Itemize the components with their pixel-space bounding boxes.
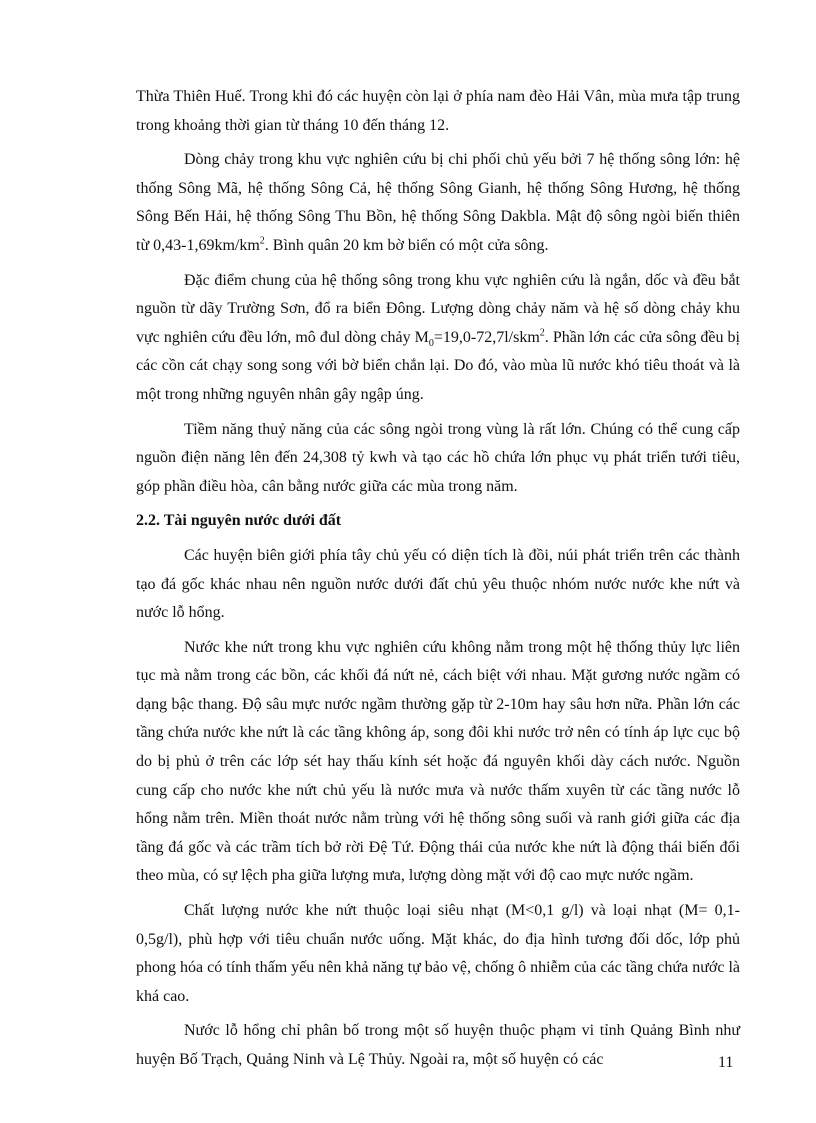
page-number: 11 [718, 1054, 734, 1071]
section-paragraph-2: Nước khe nứt trong khu vực nghiên cứu không nằm trong một hệ thống thủy lực liên tục mà nằm trong các bồn, các khối đá nứt nẻ, cách biệt với nhau. Mặt gương nước ngầm có dạng bậc thang. Độ sâu mực nước ngầm thường gặp từ 2-10m hay sâu hơn nữa. Phần lớn các tầng chứa nước khe nứt là các tầng không áp, song đôi khi nước trở nên có tính áp lực cục bộ do bị phủ ở trên các lớp sét hay thấu kính sét hoặc đá nguyên khối dày cách nước. Nguồn cung cấp cho nước khe nứt chủ yếu là nước mưa và nước thấm xuyên từ các tầng nước lỗ hổng nằm trên. Miền thoát nước nằm trùng với hệ thống sông suối và ranh giới giữa các địa tầng đá gốc và các trầm tích bở rời Đệ Tứ. Động thái của nước khe nứt là động thái biến đổi theo mùa, có sự lệch pha giữa lượng mưa, lượng dòng mặt với độ cao mực nước ngầm. [136, 638, 740, 885]
section-paragraph-4: Nước lỗ hổng chỉ phân bố trong một số huyện thuộc phạm vi tỉnh Quảng Bình như huyện Bố Trạch, Quảng Ninh và Lệ Thủy. Ngoài ra, một số huyện có các [136, 1022, 740, 1068]
paragraph-3-tail: . Phần lớn các cửa sông đều bị các cồn cát chạy song song với bờ biển chắn lại. Do đó, vào mùa lũ nước khó tiêu thoát và là một trong những nguyên nhân gây ngập úng. [136, 328, 741, 403]
paragraph-3-mid: =19,0-72,7l/skm [433, 328, 540, 346]
section-heading: 2.2. Tài nguyên nước dưới đất [136, 512, 342, 530]
section-paragraph-3: Chất lượng nước khe nứt thuộc loại siêu nhạt (M<0,1 g/l) và loại nhạt (M= 0,1- 0,5g/l), phù hợp với tiêu chuẩn nước uống. Mặt khác, do địa hình tương đối dốc, lớp phủ phong hóa có tính thấm yếu nên khả năng tự bảo vệ, chống ô nhiễm của các tầng chứa nước là khá cao. [136, 902, 740, 1005]
paragraph-4 [136, 416, 740, 502]
paragraph-1-text: Thừa Thiên Huế. Trong khi đó các huyện còn lại ở phía nam đèo Hải Vân, mùa mưa tập trung trong khoảng thời gian từ tháng 10 đến tháng 12. [136, 88, 740, 134]
paragraph-2-text: Dòng chảy trong khu vực nghiên cứu bị chi phối chủ yếu bởi 7 hệ thống sông lớn: hệ thống Sông Mã, hệ thống Sông Cả, hệ thống Sông Gianh, hệ thống Sông Hương, hệ thống Sông Bến Hải, hệ thống Sông Thu Bồn, hệ thống Sông Dakbla. Mật độ sông ngòi biến thiên từ 0,43-1,69km/km [136, 151, 740, 254]
paragraph-3-text: Đặc điểm chung của hệ thống sông trong khu vực nghiên cứu là ngắn, dốc và đều bắt nguồn từ dãy Trường Sơn, đổ ra biển Đông. Lượng dòng chảy năm và hệ số dòng chảy khu vực nghiên cứu đều lớn, mô đul dòng chảy M [136, 271, 740, 346]
paragraph-2 [136, 146, 740, 260]
paragraph-1 [136, 83, 740, 140]
paragraph-2-tail: . Bình quân 20 km bờ biển có một cửa sông. [264, 236, 549, 254]
paragraph-3-subscript: 0 [428, 337, 434, 349]
document-page [136, 83, 740, 1081]
paragraph-2-superscript: 2 [259, 235, 265, 247]
section-paragraph-1: Các huyện biên giới phía tây chủ yếu có diện tích là đồi, núi phát triển trên các thành tạo đá gốc khác nhau nên nguồn nước dưới đất chủ yêu thuộc nhóm nước nước khe nứt và nước lỗ hổng. [136, 546, 740, 622]
paragraph-4-text: Tiềm năng thuỷ năng của các sông ngòi trong vùng là rất lớn. Chúng có thể cung cấp nguồn điện năng lên đến 24,308 tỷ kwh và tạo các hồ chứa lớn phục vụ phát triển tưới tiêu, góp phần điều hòa, cân bằng nước giữa các mùa trong năm. [136, 420, 740, 495]
paragraph-3-superscript: 2 [539, 327, 545, 339]
paragraph-3 [136, 267, 740, 410]
